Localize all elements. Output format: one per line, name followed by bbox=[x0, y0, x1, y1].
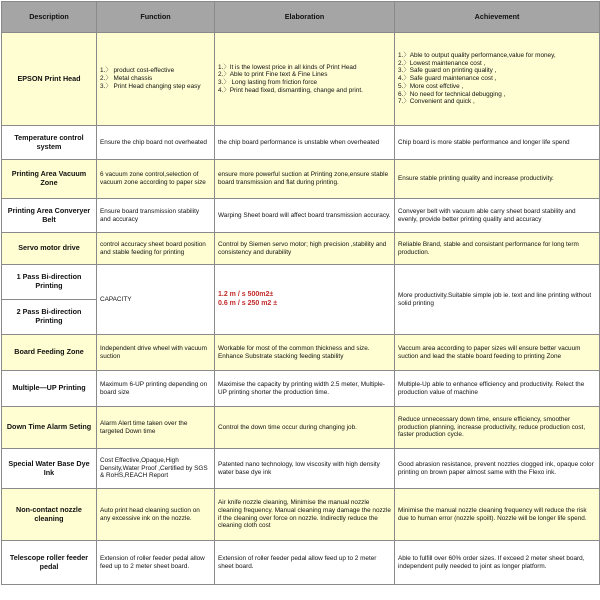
row-elaboration: Warping Sheet board will affect board transmission accuracy. bbox=[215, 199, 395, 233]
row-description: Non-contact nozzle cleaning bbox=[2, 489, 97, 541]
speed-2-pass: 0.6 m / s 250 m2 ± bbox=[218, 299, 278, 307]
row-achievement: Able to fulfill over 60% order sizes. If exceed 2 meter sheet board, independent pully needed to joint as longer platform. bbox=[395, 541, 600, 585]
row-function: Ensure the chip board not overheated bbox=[97, 126, 215, 160]
table-row bbox=[2, 265, 600, 300]
table-row bbox=[2, 126, 600, 160]
row-function: Alarm Alert time taken over the targeted Down time bbox=[97, 407, 215, 449]
row-elaboration: ensure more powerful suction at Printing zone,ensure stable board transmission and flat during printing. bbox=[215, 160, 395, 199]
row-achievement: More productivity.Suitable simple job ie. text and line printing without solid printing bbox=[395, 265, 600, 335]
table-row bbox=[2, 160, 600, 199]
row-function: 1.〉 product cost-effective 2.〉 Metal chassis 3.〉 Print Head changing step easy bbox=[97, 33, 215, 126]
table-row bbox=[2, 449, 600, 489]
speed-1-pass: 1.2 m / s 500m2± bbox=[218, 291, 274, 299]
row-description: Telescope roller feeder pedal bbox=[2, 541, 97, 585]
row-achievement: Chip board is more stable performance and longer life spend bbox=[395, 126, 600, 160]
row-function: Maximum 6-UP printing depending on board size bbox=[97, 371, 215, 407]
table-row bbox=[2, 541, 600, 585]
row-function: Extension of roller feeder pedal allow feed up to 2 meter sheet board. bbox=[97, 541, 215, 585]
row-description: Temperature control system bbox=[2, 126, 97, 160]
row-function: Auto print head cleaning suction on any excessive ink on the nozzle. bbox=[97, 489, 215, 541]
feature-table bbox=[1, 1, 600, 585]
row-achievement: Minimise the manual nozzle cleaning frequency will reduce the risk due to human error (nozzle spoilt). Nozzle will be longer life spend. bbox=[395, 489, 600, 541]
table-row bbox=[2, 199, 600, 233]
row-elaboration: 1.〉It is the lowest price in all kinds of Print Head 2.〉Able to print Fine text & Fine Lines 3.〉 Long lasting from friction force 4.〉Print head fixed, dismantling, change and print. bbox=[215, 33, 395, 126]
header-elaboration: Elaboration bbox=[215, 2, 395, 33]
row-function: Cost Effective,Opaque,High Density,Water Proof ,Certified by SGS & RoHS,REACH Report bbox=[97, 449, 215, 489]
row-description: Printing Area Converyer Belt bbox=[2, 199, 97, 233]
table-row bbox=[2, 33, 600, 126]
table-row bbox=[2, 489, 600, 541]
header-function: Function bbox=[97, 2, 215, 33]
row-description: Board Feeding Zone bbox=[2, 335, 97, 371]
table-row bbox=[2, 335, 600, 371]
row-elaboration: Control the down time occur during changing job. bbox=[215, 407, 395, 449]
row-description: Down Time Alarm Seting bbox=[2, 407, 97, 449]
row-function: Independent drive wheel with vacuum suction bbox=[97, 335, 215, 371]
row-achievement: Reduce unnecessary down time, ensure efficiency, smoother production planning, increase productivity, reduce production cost, faster production cycle. bbox=[395, 407, 600, 449]
table-row bbox=[2, 371, 600, 407]
row-description: Special Water Base Dye Ink bbox=[2, 449, 97, 489]
row-achievement: 1.〉Able to output quality performance,value for money, 2.〉Lowest maintenance cost , 3.〉Safe guard on printing quality , 4.〉Safe guard maintenance cost , 5.〉More cost effctive , 6.〉No need for technical debugging , 7.〉Convenient and quick , bbox=[395, 33, 600, 126]
row-achievement: Reliable Brand, stable and consistant performance for long term production. bbox=[395, 233, 600, 265]
row-description: Printing Area Vacuum Zone bbox=[2, 160, 97, 199]
row-function: CAPACITY bbox=[97, 265, 215, 335]
row-function: 6 vacuum zone control,selection of vacuum zone according to paper size bbox=[97, 160, 215, 199]
header-achievement: Achievement bbox=[395, 2, 600, 33]
row-elaboration: Extension of roller feeder pedal allow feed up to 2 meter sheet board. bbox=[215, 541, 395, 585]
table-row bbox=[2, 407, 600, 449]
row-elaboration: Control by Siemen servo motor; high precision ,stability and consistency and durability bbox=[215, 233, 395, 265]
row-description: Multiple—UP Printing bbox=[2, 371, 97, 407]
row-function: Ensure board transmission stability and accuracy bbox=[97, 199, 215, 233]
row-description: 2 Pass Bi-direction Printing bbox=[2, 300, 97, 335]
row-function: control accuracy sheet board position and stable feeding for printing bbox=[97, 233, 215, 265]
table-row bbox=[2, 233, 600, 265]
row-description: EPSON Print Head bbox=[2, 33, 97, 126]
row-elaboration bbox=[215, 265, 395, 335]
row-elaboration: the chip board performance is unstable when overheated bbox=[215, 126, 395, 160]
row-elaboration: Air knife nozzle cleaning, Minimise the manual nozzle cleaning frequency. Manual cleaning may damage the nozzle if the cleaning over force on nozzle. Indirectly reduce the cleaning cloth cost bbox=[215, 489, 395, 541]
header-description: Description bbox=[2, 2, 97, 33]
header-row bbox=[2, 2, 600, 33]
row-achievement: Conveyer belt with vacuum able carry sheet board stability and evenly, provide better printing quality and accuracy bbox=[395, 199, 600, 233]
row-elaboration: Maximise the capacity by printing width 2.5 meter, Multiple-UP printing shorter the production time. bbox=[215, 371, 395, 407]
row-description: 1 Pass Bi-direction Printing bbox=[2, 265, 97, 300]
row-elaboration: Workable for most of the common thickness and size. Enhance Substrate stacking feeding stability bbox=[215, 335, 395, 371]
row-achievement: Vaccum area according to paper sizes will ensure better vacuum suction and lead the stable board feeding to printing Zone bbox=[395, 335, 600, 371]
row-achievement: Multiple-Up able to enhance efficiency and productivity. Relect the production value of machine bbox=[395, 371, 600, 407]
row-achievement: Ensure stable printing quality and increase productivity. bbox=[395, 160, 600, 199]
row-description: Servo motor drive bbox=[2, 233, 97, 265]
row-achievement: Good abrasion resistance, prevent nozzles clogged ink, opaque color printing on brown paper almost same with the Flexo ink. bbox=[395, 449, 600, 489]
row-elaboration: Patented nano technology, low viscosity with high density water base dye ink bbox=[215, 449, 395, 489]
